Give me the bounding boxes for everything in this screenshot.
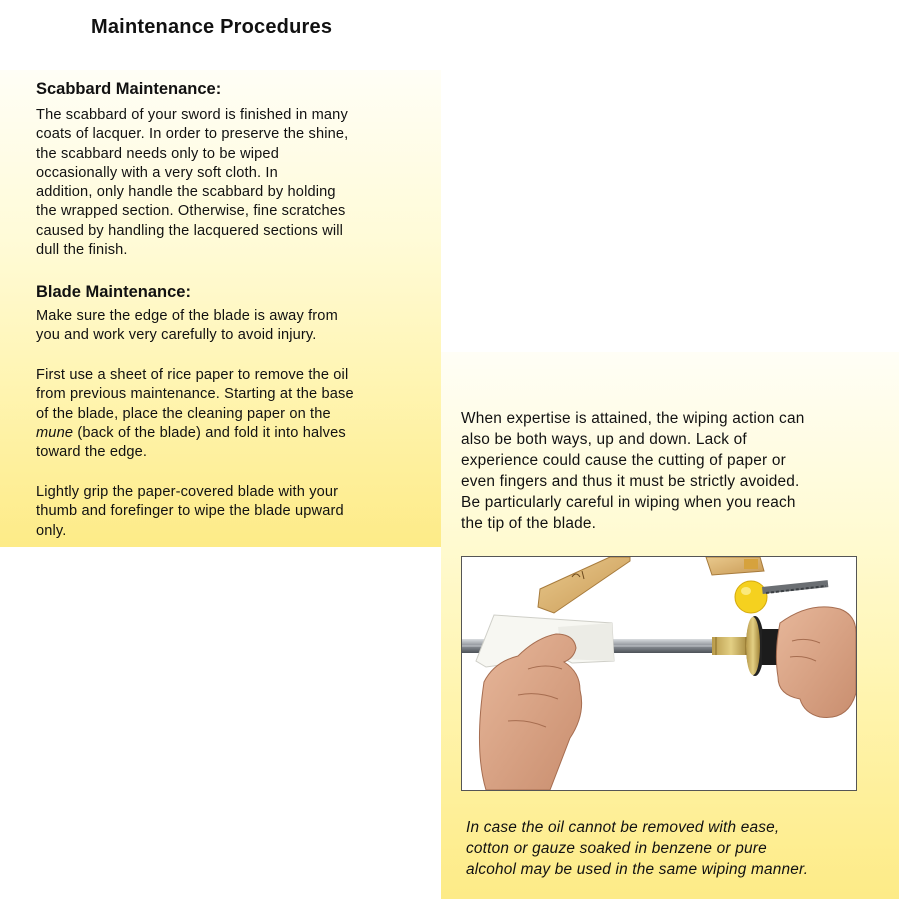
blade-paragraph-grip: Lightly grip the paper-covered blade with your thumb and forefinger to wipe the blade upward only. xyxy=(36,484,344,539)
scabbard-heading: Scabbard Maintenance: xyxy=(36,80,222,98)
mune-term: mune xyxy=(36,424,74,441)
blade-paragraph-rice-paper: First use a sheet of rice paper to remove the oil from previous maintenance. Starting at the base of the blade, place the cleaning paper on the mune (back of the blade) and fold it into halves toward the edge. xyxy=(36,367,354,461)
blade-wiping-illustration xyxy=(462,557,856,790)
blade-paragraph-safety: Make sure the edge of the blade is away from you and work very carefully to avoid injury. xyxy=(36,308,338,344)
oil-tools xyxy=(706,557,828,613)
right-hand xyxy=(776,607,856,718)
blade-wiping-photo xyxy=(461,556,857,791)
scabbard-paragraph: The scabbard of your sword is finished in many coats of lacquer. In order to preserve the shine, the scabbard needs only to be wiped occasionally with a very soft cloth. In addition, only handle the scabbard by holding the wrapped section. Otherwise, fine scratches caused by handling the lacquered sections will dull the finish. xyxy=(36,107,349,259)
wooden-stick xyxy=(538,557,630,613)
photo-caption: In case the oil cannot be removed with ease, cotton or gauze soaked in benzene or pure alcohol may be used in the same wiping manner. xyxy=(466,819,809,878)
page-title: Maintenance Procedures xyxy=(91,16,333,38)
expertise-paragraph: When expertise is attained, the wiping action can also be both ways, up and down. Lack of experience could cause the cutting of paper or even fingers and thus it must be strictly avoided. Be particularly careful in wiping when you reach the tip of the blade. xyxy=(461,410,805,532)
blade-heading: Blade Maintenance: xyxy=(36,283,191,301)
